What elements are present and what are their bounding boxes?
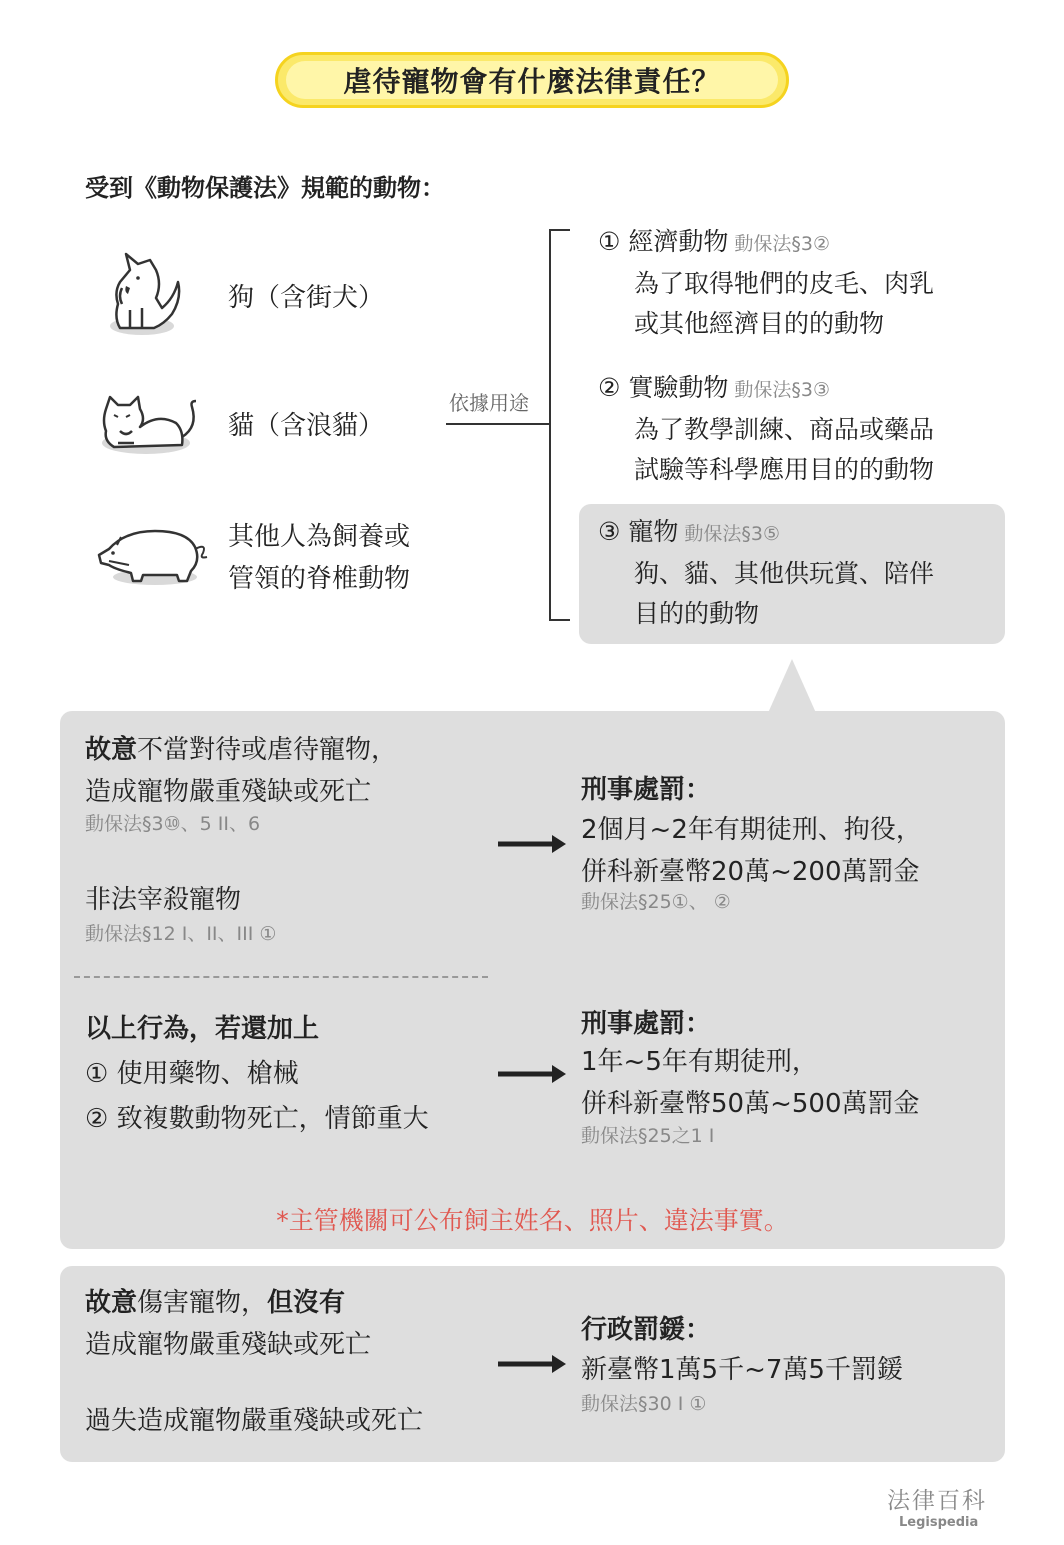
- criminal1-act2-ref: 動保法§12 I、II、III ①: [85, 923, 277, 945]
- criminal1-penalty-title: 刑事處罰：: [581, 775, 712, 805]
- pig-icon: [95, 525, 210, 587]
- section-heading: 受到《動物保護法》規範的動物：: [85, 174, 445, 202]
- category-bracket: [440, 225, 580, 625]
- criminal2-penalty-title: 刑事處罰：: [581, 1009, 712, 1039]
- criminal2-item2: ② 致複數動物死亡，情節重大: [85, 1104, 429, 1134]
- category-title: ① 經濟動物: [598, 227, 729, 256]
- category-desc: 或其他經濟目的的動物: [634, 309, 885, 338]
- category-economic: [598, 222, 934, 344]
- criminal2-penalty: 1年~5年有期徒刑， 併科新臺幣50萬~500萬罰金: [581, 1047, 920, 1119]
- admin-act2: 過失造成寵物嚴重殘缺或死亡: [85, 1406, 424, 1436]
- cat-icon: [100, 393, 206, 455]
- category-title: ③ 寵物: [598, 517, 679, 546]
- other-animal-line1: 其他人為飼養或: [228, 522, 411, 552]
- other-animal-line2: 管領的脊椎動物: [228, 564, 411, 594]
- criminal1-act1: 故意不當對待或虐待寵物， 造成寵物嚴重殘缺或死亡: [85, 735, 398, 807]
- category-pet: [598, 512, 934, 634]
- category-experimental: [598, 368, 934, 490]
- category-desc: 狗、貓、其他供玩賞、陪伴: [634, 559, 935, 588]
- logo-english: Legispedia: [899, 1515, 979, 1530]
- dog-icon: [100, 248, 192, 340]
- criminal1-penalty: 2個月~2年有期徒刑、拘役， 併科新臺幣20萬~200萬罰金: [581, 815, 922, 887]
- dashed-divider: [74, 976, 488, 978]
- criminal1-penalty-ref: 動保法§25①、 ②: [581, 891, 731, 913]
- criminal1-act1-ref: 動保法§3⑩、5 II、6: [85, 813, 261, 835]
- cat-label: 貓（含浪貓）: [228, 411, 385, 441]
- panel-pointer: [760, 655, 820, 715]
- category-desc: 為了教學訓練、商品或藥品: [634, 415, 935, 444]
- category-desc: 為了取得牠們的皮毛、肉乳: [634, 269, 935, 298]
- criminal2-item1: ① 使用藥物、槍械: [85, 1059, 299, 1089]
- page-title: 虐待寵物會有什麼法律責任？: [286, 61, 778, 99]
- category-ref: 動保法§3②: [734, 233, 830, 255]
- basis-label: 依據用途: [449, 391, 529, 415]
- category-desc: 目的的動物: [634, 599, 760, 628]
- category-desc: 試驗等科學應用目的的動物: [634, 455, 935, 484]
- logo-chinese: 法律百科: [887, 1488, 987, 1514]
- arrow-right-icon: [496, 1062, 568, 1086]
- category-title: ② 實驗動物: [598, 373, 729, 402]
- admin-act1: 故意傷害寵物，但沒有 造成寵物嚴重殘缺或死亡: [85, 1288, 372, 1360]
- criminal2-penalty-ref: 動保法§25之1 I: [581, 1125, 715, 1147]
- admin-penalty: 新臺幣1萬5千~7萬5千罰鍰: [581, 1355, 903, 1385]
- dog-label: 狗（含街犬）: [228, 283, 385, 313]
- other-animal-label: [228, 516, 410, 600]
- criminal1-act2: 非法宰殺寵物: [85, 885, 242, 915]
- category-ref: 動保法§3⑤: [684, 523, 780, 545]
- admin-penalty-title: 行政罰鍰：: [581, 1315, 712, 1345]
- publication-note: *主管機關可公布飼主姓名、照片、違法事實。: [276, 1206, 789, 1235]
- criminal2-heading: 以上行為，若還加上: [85, 1014, 320, 1044]
- category-ref: 動保法§3③: [734, 379, 830, 401]
- emphasis-intentional: 故意: [85, 735, 138, 765]
- arrow-right-icon: [496, 832, 568, 856]
- title-pill: [275, 52, 789, 108]
- admin-penalty-ref: 動保法§30 I ①: [581, 1393, 707, 1415]
- arrow-right-icon: [496, 1352, 568, 1376]
